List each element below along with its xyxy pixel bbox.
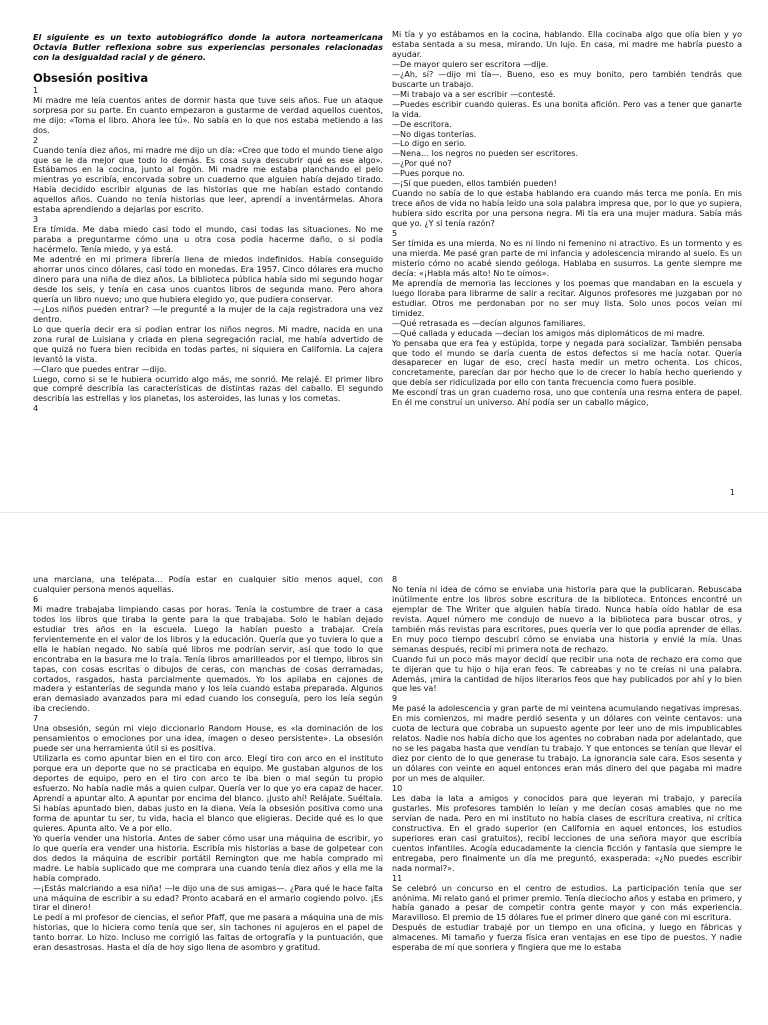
paragraph: Cuando tenía diez años, mi madre me dijo un día: «Creo que todo el mundo tiene algo que se le da mejor que todo lo demás. Es cosa suya descubrir qué es ese algo». Estábamos en la cocina, junto al fogón. Mi madre me estaba planchando el pelo mientras yo escribía, encorvada sobre un cuaderno que alguien había dejado tirado. Había decidido escribir algunas de las historias que me habían estado contando aquellos años. Cuando no tenía historias que leer, aprendí a inventármelas. Ahora estaba aprendiendo a dejarlas por escrito. <box>33 145 383 215</box>
page-1-right-paragraphs <box>392 30 742 408</box>
paragraph: —Pues porque no. <box>392 169 465 179</box>
article-title: Obsesión positiva <box>33 70 149 85</box>
paragraph: —¿Ah, sí? —dijo mi tía—. Bueno, eso es muy bonito, pero también tendrás que buscarte un trabajo. <box>392 69 742 89</box>
paragraph: Cuando no sabía de lo que estaba hablando era cuando más terca me ponía. En mis trece años de vida no había leído una sola palabra impresa que, por lo que yo supiera, hubiera sido escrita por una persona negra. Mi tía era una mujer madura. Sabía más que yo. ¿Y si tenía razón? <box>392 189 742 229</box>
page-2-left-column <box>33 575 383 1020</box>
page-1-left-column <box>33 33 383 481</box>
paragraph: Me pasé la adolescencia y gran parte de mi veintena acumulando negativas impresas. En mis comienzos, mi madre perdió sesenta y un dólares con veinte centavos: una cuota de lectura que cobraba un supuesto agente por leer uno de mis impublicables relatos. Nadie nos había dicho que los agentes no cobraban nada por adelantado, que no se les pagaba hasta que vendían tu trabajo. Y que entonces se tenían que llevar el diez por ciento de lo que generase tu trabajo. La ignorancia sale cara. Esos sesenta y un dólares con veinte en aquel entonces eran más dinero del que pagaba mi madre por un mes de alquiler. <box>392 704 742 784</box>
paragraph: Mi tía y yo estábamos en la cocina, hablando. Ella cocinaba algo que olía bien y yo estaba sentada a su mesa, mirando. Un lujo. En casa, mi madre me habría puesto a ayudar. <box>392 30 742 59</box>
paragraph: Era tímida. Me daba miedo casi todo el mundo, casi todas las situaciones. No me paraba a preguntarme cómo una u otra cosa podía hacerme daño, o si podía hacérmelo. Tenía miedo, y ya está. <box>33 225 383 255</box>
section-number: 1 <box>33 85 39 95</box>
page-1-right-column <box>392 30 742 478</box>
paragraph: Me aprendía de memoria las lecciones y los poemas que mandaban en la escuela y luego lloraba para librarme de salir a recitar. Algunos profesores me juzgaban por no estudiar. Otros me perdonaban por no ser muy lista. Solo unos pocos veían mi timidez. <box>392 278 742 318</box>
page-number: 1 <box>729 488 735 497</box>
paragraph: —Puedes escribir cuando quieras. Es una bonita afición. Pero vas a tener que ganarte la vida. <box>392 99 742 119</box>
paragraph: Yo quería vender una historia. Antes de saber cómo usar una máquina de escribir, yo lo que quería era vender una historia. Escribía mis historias a base de golpetear con dos dedos la máquina de escribir portátil Remington que me había comprado mi madre. Le había suplicado que me comprara una cuando tenía diez años y ella me la había comprado. <box>33 833 383 883</box>
paragraph: Me adentré en mi primera librería llena de miedos indefinidos. Había conseguido ahorrar unos cinco dólares, casi todo en monedas. Era 1957. Cinco dólares era mucho dinero para una niña de diez años. La biblioteca pública había sido mi segundo hogar desde los seis, y tenía en casa unos cuantos libros de segunda mano. Pero ahora quería un libro nuevo; uno que hubiera elegido yo, que pudiera conservar. <box>33 255 383 304</box>
section-number: 4 <box>33 404 39 414</box>
section-number: 11 <box>392 873 403 883</box>
paragraph: Lo que quería decir era si podían entrar los niños negros. Mi madre, nacida en una zona rural de Luisiana y criada en plena segregación racial, me había advertido de que quizá no fuera bien recibida en todas partes, ni siquiera en California. La cajera levantó la vista. <box>33 324 383 364</box>
page-2 <box>0 512 768 1025</box>
section-number: 2 <box>33 135 39 145</box>
page-1 <box>0 0 768 512</box>
paragraph: Ser tímida es una mierda. No es ni lindo ni femenino ni atractivo. Es un tormento y es una mierda. Me pasé gran parte de mi infancia y adolescencia mirando al suelo. Es un misterio cómo no acabé siendo geóloga. Hablaba en susurros. La gente siempre me decía: «¡Habla más alto! No te oímos». <box>392 239 742 278</box>
paragraph: Me escondí tras un gran cuaderno rosa, uno que contenía una resma entera de papel. En él me construí un universo. Ahí podía ser un caballo mágico, <box>392 388 742 408</box>
paragraph: Después de estudiar trabajé por un tiempo en una oficina, y luego en fábricas y almacenes. Mi tamaño y fuerza física eran ventajas en ese tipo de puestos. Y nadie esperaba de mí que sonriera y fingiera que me lo estaba <box>392 923 742 953</box>
page-2-right-column <box>392 575 742 1020</box>
page-2-left-paragraphs <box>33 575 383 953</box>
paragraph: Le pedí a mi profesor de ciencias, el señor Pfaff, que me pasara a máquina una de mis historias, que lo hiciera como tenía que ser, sin tachones ni agujeros en el papel de tanto borrar. Lo hizo. Incluso me corrigió las faltas de ortografía y la puntuación, que eran desastrosas. Hasta el día de hoy sigo llena de asombro y gratitud. <box>33 913 383 953</box>
paragraph: Se celebró un concurso en el centro de estudios. La participación tenía que ser anónima. Mi relato ganó el primer premio. Tenía dieciocho años y estaba en primero, y había ganado a pesar de competir contra gente mayor y con más experiencia. Maravilloso. El premio de 15 dólares fue el primer dinero que gané con mi escritura. <box>392 883 742 923</box>
paragraph: —Claro que puedes entrar —dijo. <box>33 364 167 374</box>
paragraph: —Mi trabajo va a ser escribir —contesté. <box>392 89 556 99</box>
paragraph: Luego, como si se le hubiera ocurrido algo más, me sonrió. Me relajé. El primer libro que compré describía las características de distintas razas del caballo. El segundo describía las estrellas y los planetas, los asteroides, las lunas y los cometas. <box>33 374 383 404</box>
section-number: 3 <box>33 215 39 225</box>
paragraph: Yo pensaba que era fea y estúpida, torpe y negada para socializar. También pensaba que todo el mundo se daría cuenta de estos defectos si me hacía notar. Quería desaparecer en lugar de eso, crecí hasta medir un metro ochenta. Los chicos, concretamente, parecían dar por hecho que lo de crecer lo había hecho queriendo y que debía ser ridiculizada por ello con tanta frecuencia como fuera posible. <box>392 338 742 388</box>
paragraph: —De escritora. <box>392 119 452 129</box>
paragraph: Utilizarla es como apuntar bien en el tiro con arco. Elegí tiro con arco en el instituto porque era un deporte que no se practicaba en equipo. Me gustaban algunos de los deportes de equipo, pero en el tiro con arco te iba bien o mal según tu propio esfuerzo. No había nadie más a quien culpar. Quería ver lo que yo era capaz de hacer. Aprendí a apuntar alto. A apuntar por encima del blanco. ¡Justo ahí! Relájate. Suéltala. Si habías apuntado bien, dabas justo en la diana. Veía la obsesión positiva como una forma de apuntar tu ser, tu vida, hacia el blanco que eligieras. Decide qué es lo que quieres. Apunta alto. Ve a por ello. <box>33 754 383 833</box>
section-number: 5 <box>392 229 398 239</box>
paragraph: Cuando fui un poco más mayor decidí que recibir una nota de rechazo era como que te dijeran que tu hijo o hija eran feos. Te cabreabas y no te creías ni una palabra. Además, ¡mira la cantidad de hijos literarios feos que hay publicados por ahí y lo bien que les va! <box>392 654 742 694</box>
paragraph: No tenía ni idea de cómo se enviaba una historia para que la publicaran. Rebuscaba inútilmente entre los libros sobre escritura de la biblioteca. Entonces encontré un ejemplar de The Writer que alguien había tirado. Nunca había oído hablar de esa revista. Aquel número me condujo de nuevo a la biblioteca para buscar otros, y también más revistas para escritores, pues quería ver lo que podía aprender de ellas. En muy poco tiempo descubrí cómo se enviaba una historia y envié la mía. Unas semanas después, recibí mi primera nota de rechazo. <box>392 584 742 654</box>
paragraph: —Nena… los negros no pueden ser escritores. <box>392 149 579 159</box>
section-number: 6 <box>33 594 39 604</box>
paragraph: Mi madre trabajaba limpiando casas por horas. Tenía la costumbre de traer a casa todos los libros que tiraba la gente para la que trabajaba. Solo le habían dejado estudiar tres años en la escuela. Luego la habían puesto a trabajar. Creía fervientemente en el valor de los libros y la educación. Quería que yo tuviera lo que a ella le habían negado. No sabía qué libros me podrían servir, así que todo lo que encontraba en la basura me lo traía. Tenía libros amarilleados por el tiempo, libros sin tapas, con cosas escritas o dibujos de ceras, con manchas de cosas derramadas, cortados, rasgados, hasta parcialmente quemados. Yo los apilaba en cajones de madera y estanterías de segunda mano y los leía cuando estaba preparada. Algunos eran demasiado avanzados para mi edad cuando los conseguía, pero los leía según iba creciendo. <box>33 604 383 714</box>
paragraph: —No digas tonterías. <box>392 129 477 139</box>
paragraph: —De mayor quiero ser escritora —dije. <box>392 59 549 69</box>
paragraph: Una obsesión, según mi viejo diccionario Random House, es «la dominación de los pensamientos o emociones por una idea, imagen o deseo persistente». La obsesión puede ser una herramienta útil si es positiva. <box>33 724 383 754</box>
paragraph: —¡Estás malcriando a esa niña! —le dijo una de sus amigas—. ¿Para qué le hace falta una máquina de escribir a su edad? Pronto acabará en el armario cogiendo polvo. ¡Es tirar el dinero! <box>33 883 383 913</box>
intro-text: El siguiente es un texto autobiográfico donde la autora norteamericana Octavia Butler reflexiona sobre sus experiencias personales relacionadas con la desigualdad racial y de género. <box>33 33 383 62</box>
paragraph: —Qué retrasada es —decían algunos familiares. <box>392 318 586 328</box>
section-number: 10 <box>392 784 403 794</box>
section-number: 9 <box>392 694 398 704</box>
paragraph: —¿Por qué no? <box>392 159 452 169</box>
page-2-right-paragraphs <box>392 575 742 953</box>
paragraph: Les daba la lata a amigos y conocidos para que leyeran mi trabajo, y pareciía gustarles. Mis profesores también lo leían y me decían cosas amables que no me servían de nada. Pero en mi instituto no había clases de escritura creativa, ni crítica constructiva. En el grado superior (en California en aquel entonces, los estudios superiores eran casi gratuitos), recibí lecciones de una señora mayor que escribía cuentos infantiles. Acogía educadamente la ciencia ficción y fantasía que siempre le entregaba, pero finalmente un día me preguntó, exasperada: «¿No puedes escribir nada normal?». <box>392 793 742 873</box>
page-1-left-paragraphs <box>33 86 383 414</box>
paragraph: —Qué callada y educada —decían los amigos más diplomáticos de mi madre. <box>392 328 705 338</box>
section-number: 8 <box>392 575 398 584</box>
paragraph: —¿Los niños pueden entrar? —le pregunté a la mujer de la caja registradora una vez dentro. <box>33 304 383 324</box>
section-number: 7 <box>33 714 39 724</box>
paragraph: —¡Sí que pueden, ellos también pueden! <box>392 179 557 189</box>
paragraph: una marciana, una telépata… Podía estar en cualquier sitio menos aquel, con cualquier persona menos aquellas. <box>33 575 383 594</box>
paragraph: Mi madre me leía cuentos antes de dormir hasta que tuve seis años. Fue un ataque sorpresa por su parte. En cuanto empezaron a gustarme de verdad aquellos cuentos, me dijo: «Toma el libro. Ahora lee tú». No sabía en lo que nos estaba metiendo a las dos. <box>33 95 383 135</box>
paragraph: —Lo digo en serio. <box>392 139 467 149</box>
